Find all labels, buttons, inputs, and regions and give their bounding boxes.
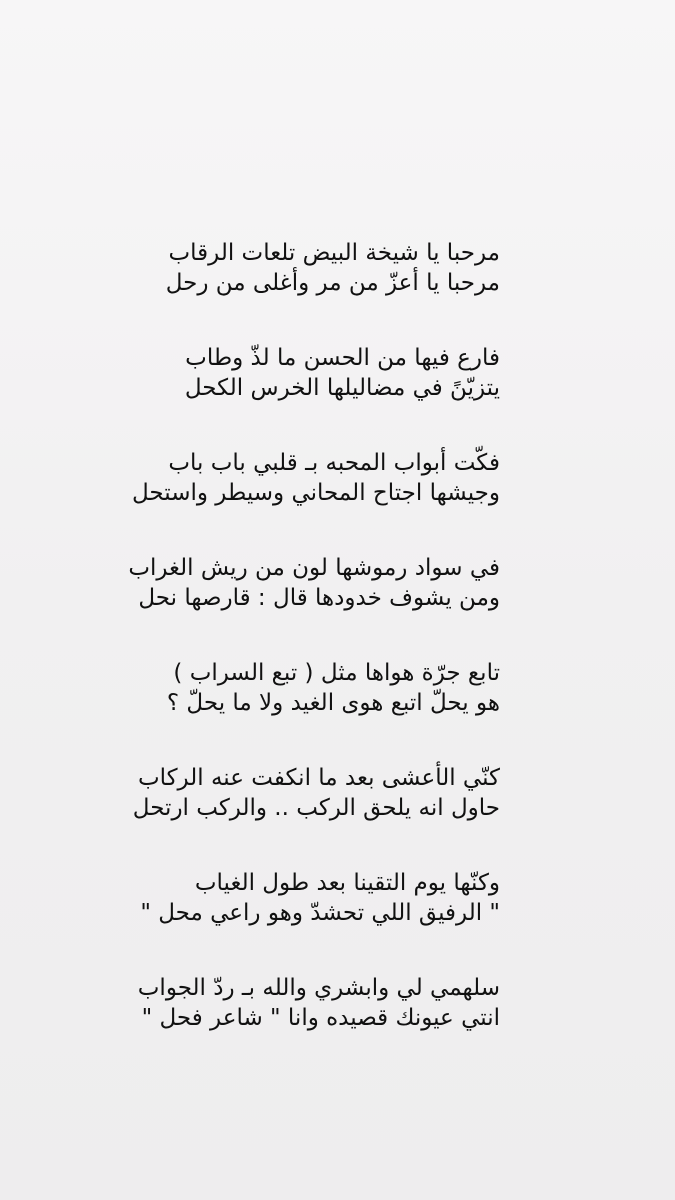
poem-stanza-6 bbox=[40, 763, 500, 823]
poem-stanza-5 bbox=[40, 658, 500, 718]
poem-line: هو يحلّ اتبع هوى الغيد ولا ما يحلّ ؟ bbox=[166, 690, 500, 716]
poem-line: في سواد رموشها لون من ريش الغراب bbox=[128, 555, 500, 581]
poem-stanza-4 bbox=[40, 553, 500, 613]
poem-stanza-7 bbox=[40, 868, 500, 928]
poem-line: يتزيّنً في مضاليلها الخرس الكحل bbox=[184, 375, 500, 401]
poem-stanza-8 bbox=[40, 973, 500, 1033]
poem-line: ومن يشوف خدودها قال : قارصها نحل bbox=[138, 585, 500, 611]
poem-stanza-1 bbox=[40, 238, 500, 298]
poem-line: مرحبا يا شيخة البيض تلعات الرقاب bbox=[168, 240, 500, 266]
poem-line: مرحبا يا أعزّ من مر وأغلى من رحل bbox=[165, 270, 500, 296]
poem-line: سلهمي لي وابشري والله بـ ردّ الجواب bbox=[137, 975, 500, 1001]
poem-text-block bbox=[40, 238, 500, 1078]
poem-stanza-2 bbox=[40, 343, 500, 403]
poem-line: تابع جرّة هواها مثل ( تبع السراب ) bbox=[173, 660, 500, 686]
poem-line: وجيشها اجتاح المحاني وسيطر واستحل bbox=[131, 480, 500, 506]
poem-line: حاول انه يلحق الركب .. والركب ارتحل bbox=[132, 795, 500, 821]
poem-stanza-3 bbox=[40, 448, 500, 508]
poem-line: انتي عيونك قصيده وانا " شاعر فحل " bbox=[141, 1005, 500, 1031]
poem-line: فكّت أبواب المحبه بـ قلبي باب باب bbox=[168, 450, 500, 476]
poem-line: فارع فيها من الحسن ما لذّ وطاب bbox=[185, 345, 500, 371]
poem-line: كنّي الأعشى بعد ما انكفت عنه الركاب bbox=[137, 765, 500, 791]
poem-line: وكنّها يوم التقينا بعد طول الغياب bbox=[194, 870, 500, 896]
poem-line: " الرفيق اللي تحشدّ وهو راعي محل " bbox=[140, 900, 500, 926]
